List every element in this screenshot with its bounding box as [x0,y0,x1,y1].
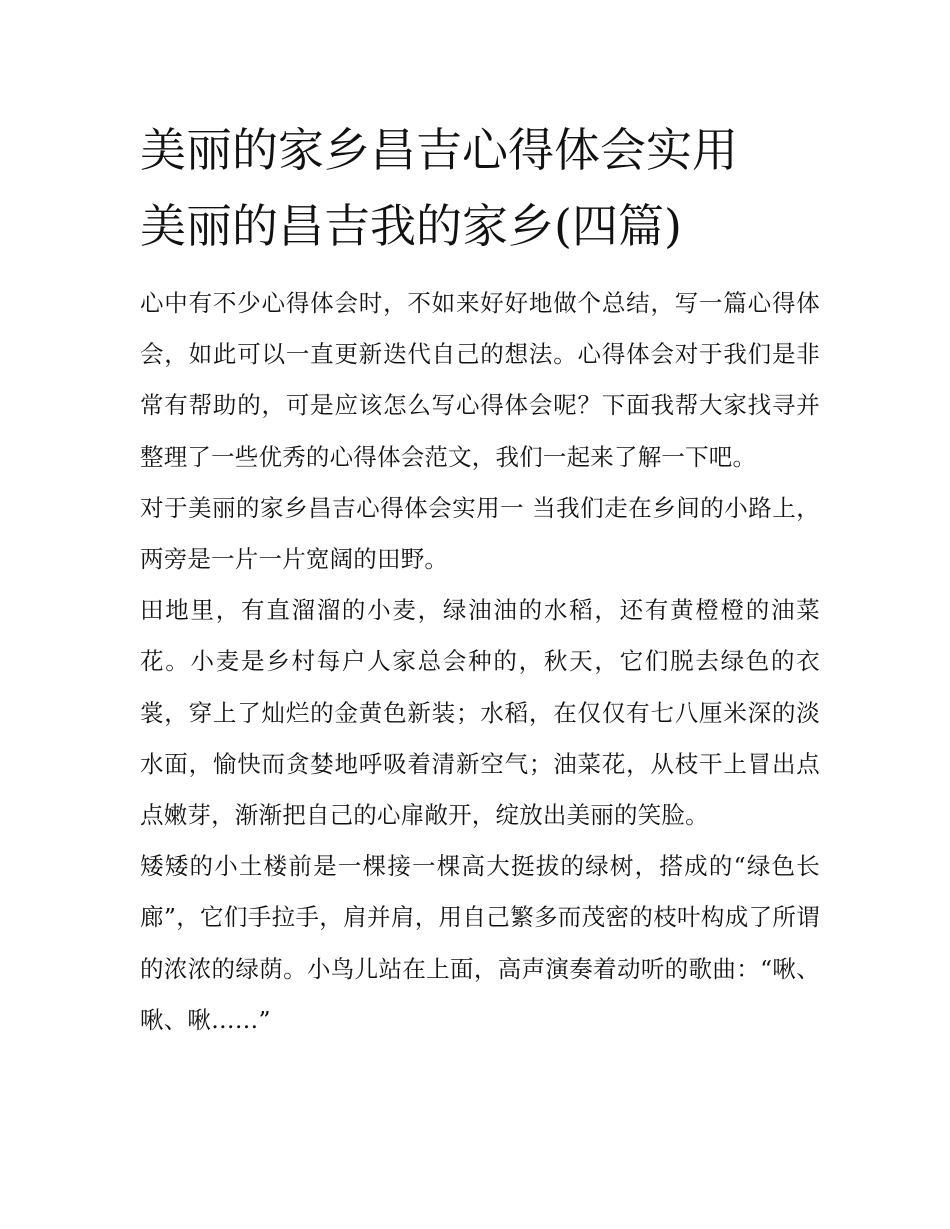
title-line-1: 美丽的家乡昌吉心得体会实用 [140,123,738,177]
document-body [140,278,820,1046]
paragraph-2: 田地里，有直溜溜的小麦，绿油油的水稻，还有黄橙橙的油菜花。小麦是乡村每户人家总会种的，秋天，它们脱去绿色的衣裳，穿上了灿烂的金黄色新装；水稻，在仅仅有七八厘米深的淡水面，愉快而贪婪地呼吸着清新空气；油菜花，从枝干上冒出点点嫩芽，渐渐把自己的心扉敞开，绽放出美丽的笑脸。 [140,596,820,830]
paragraph-3: 矮矮的小土楼前是一棵接一棵高大挺拔的绿树，搭成的“绿色长廊”，它们手拉手，肩并肩，用自己繁多而茂密的枝叶构成了所谓的浓浓的绿荫。小鸟儿站在上面，高声演奏着动听的歌曲：“啾、啾、啾……” [140,852,820,1034]
document-title [140,112,840,264]
title-line-2: 美丽的昌吉我的家乡(四篇) [140,199,682,253]
paragraph-1: 对于美丽的家乡昌吉心得体会实用一 当我们走在乡间的小路上，两旁是一片一片宽阔的田野。 [140,493,820,574]
paragraph-intro: 心中有不少心得体会时，不如来好好地做个总结，写一篇心得体会，如此可以一直更新迭代自己的想法。心得体会对于我们是非常有帮助的，可是应该怎么写心得体会呢？下面我帮大家找寻并整理了一些优秀的心得体会范文，我们一起来了解一下吧。 [140,289,820,471]
